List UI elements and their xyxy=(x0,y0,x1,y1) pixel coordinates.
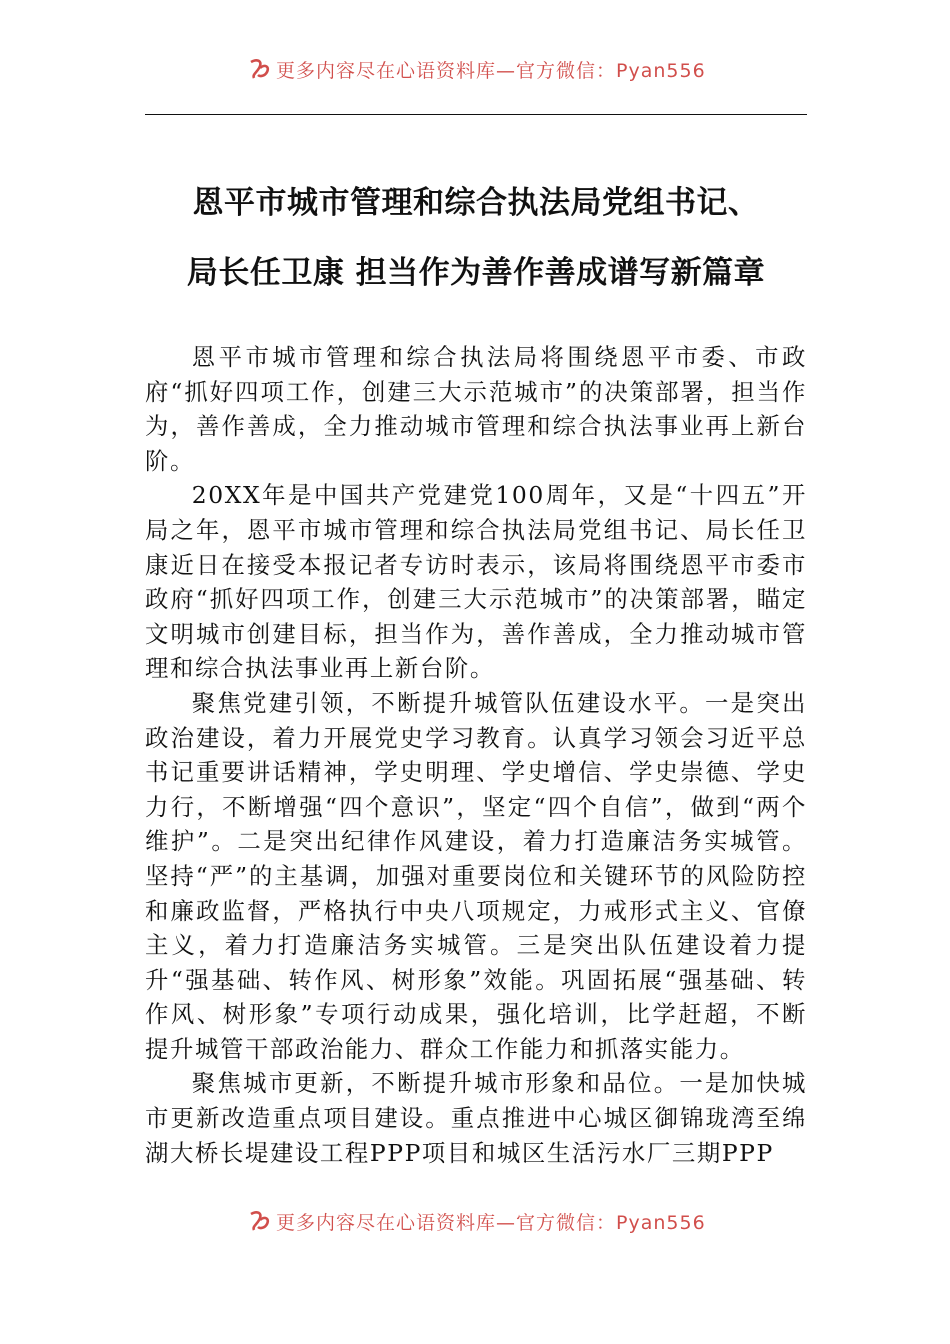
watermark-logo-icon xyxy=(248,1210,272,1232)
header-watermark xyxy=(248,56,706,82)
watermark-text: 更多内容尽在心语资料库—官方微信：Pyan556 xyxy=(276,1211,706,1234)
watermark-text: 更多内容尽在心语资料库—官方微信：Pyan556 xyxy=(276,59,706,82)
document-title-line-1: 恩平市城市管理和综合执法局党组书记、 xyxy=(192,185,760,221)
header-divider xyxy=(145,114,807,115)
paragraph: 聚焦城市更新，不断提升城市形象和品位。一是加快城市更新改造重点项目建设。重点推进中心城区御锦珑湾至绵湖大桥长堤建设工程PPP项目和城区生活污水厂三期PPP xyxy=(145,1069,807,1167)
watermark-logo-icon xyxy=(248,58,272,80)
footer-watermark xyxy=(248,1208,706,1234)
document-body xyxy=(145,340,807,1170)
paragraph: 20XX年是中国共产党建党100周年，又是“十四五”开局之年，恩平市城市管理和综合执法局党组书记、局长任卫康近日在接受本报记者专访时表示，该局将围绕恩平市委市政府“抓好四项工作，创建三大示范城市”的决策部署，瞄定文明城市创建目标，担当作为，善作善成，全力推动城市管理和综合执法事业再上新台阶。 xyxy=(145,481,807,683)
paragraph: 恩平市城市管理和综合执法局将围绕恩平市委、市政府“抓好四项工作，创建三大示范城市”的决策部署，担当作为，善作善成，全力推动城市管理和综合执法事业再上新台阶。 xyxy=(145,343,807,475)
paragraph: 聚焦党建引领，不断提升城管队伍建设水平。一是突出政治建设，着力开展党史学习教育。认真学习领会习近平总书记重要讲话精神，学史明理、学史增信、学史崇德、学史力行，不断增强“四个意识”，坚定“四个自信”，做到“两个维护”。二是突出纪律作风建设，着力打造廉洁务实城管。坚持“严”的主基调，加强对重要岗位和关键环节的风险防控和廉政监督，严格执行中央八项规定，力戒形式主义、官僚主义，着力打造廉洁务实城管。三是突出队伍建设着力提升“强基础、转作风、树形象”效能。巩固拓展“强基础、转作风、树形象”专项行动成果，强化培训，比学赶超，不断提升城管干部政治能力、群众工作能力和抓落实能力。 xyxy=(145,688,807,1063)
document-title-line-2: 局长任卫康 担当作为善作善成谱写新篇章 xyxy=(186,255,766,291)
